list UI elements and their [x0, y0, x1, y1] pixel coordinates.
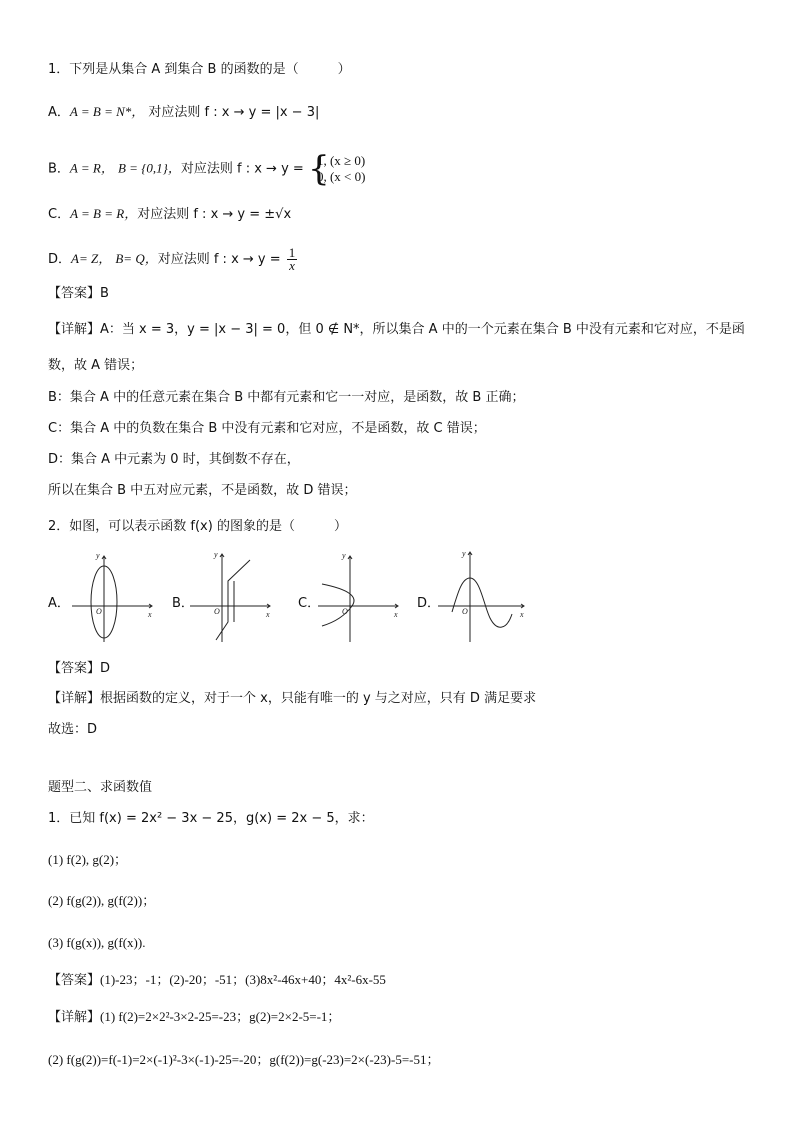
detail-text: A：当 x = 3，y = |x − 3| = 0，但 0 ∉ N*，所以集合 A 中的一个元素在集合 B 中没有元素和它对应，不是函 — [100, 322, 745, 337]
option-d-label: D． — [48, 252, 72, 267]
graph-a — [70, 548, 160, 648]
q1-detail-line-2: 数，故 A 错误； — [48, 358, 144, 373]
graph-b-label: B． — [172, 596, 194, 611]
graph-b-y-label: y — [214, 550, 218, 559]
detail-text: (1) f(2)=2×2²-3×2-25=-23；g(2)=2×2-5=-1； — [100, 1009, 341, 1024]
detail-tag: 【详解】 — [48, 322, 101, 337]
option-a-label: A． — [48, 105, 70, 120]
section-2-part-1: (1) f(2), g(2)； — [48, 852, 128, 867]
case-row-1: 1, (x ≥ 0) — [316, 153, 366, 168]
answer-value: B — [100, 286, 109, 301]
option-b-set1: A = R， — [69, 160, 114, 176]
answer-value: D — [100, 661, 111, 676]
detail-tag: 【详解】 — [48, 691, 101, 706]
q2-detail — [48, 690, 536, 708]
option-d-set1: A= Z， — [71, 251, 112, 266]
graph-d — [436, 548, 531, 648]
q1-option-b — [48, 149, 366, 189]
detail-tag: 【详解】 — [48, 1010, 101, 1025]
graph-a-label: A． — [48, 596, 70, 611]
section-2-part-2: (2) f(g(2)), g(f(2))； — [48, 893, 156, 908]
graph-a-origin-label: O — [96, 607, 102, 616]
option-b-cases — [307, 149, 366, 189]
graph-b-curve — [216, 560, 250, 640]
fraction-numerator: 1 — [288, 245, 296, 260]
q1-detail-line-1 — [48, 321, 745, 339]
graph-d-x-label: x — [520, 610, 524, 619]
fraction-denominator: x — [289, 258, 295, 273]
q1-option-d — [48, 247, 299, 272]
section-2-q1-stem: 1．已知 f(x) = 2x² − 3x − 25，g(x) = 2x − 5，求： — [48, 811, 374, 826]
section-2-detail-line-2: (2) f(g(2))=f(-1)=2×(-1)²-3×(-1)-25=-20；g(f(2))=g(-23)=2×(-23)-5=-51； — [48, 1052, 440, 1067]
graph-b-x-label: x — [266, 610, 270, 619]
option-c-set: A = B = R， — [70, 206, 138, 221]
section-2-detail-line-1 — [48, 1008, 340, 1027]
graph-c-origin-label: O — [342, 607, 348, 616]
graph-b-origin-label: O — [214, 607, 220, 616]
q1-stem: 1．下列是从集合 A 到集合 B 的函数的是（ ） — [48, 62, 351, 77]
graph-d-y-label: y — [462, 549, 466, 558]
graph-c-y-label: y — [342, 551, 346, 560]
graph-d-label: D． — [417, 596, 441, 611]
answer-tag: 【答案】 — [48, 286, 101, 301]
q1-detail-line-4: C：集合 A 中的负数在集合 B 中没有元素和它对应，不是函数，故 C 错误； — [48, 421, 486, 436]
graph-a-x-label: x — [148, 610, 152, 619]
option-d-set2: B= Q， — [115, 251, 158, 266]
case-row-2: 0, (x < 0) — [316, 169, 366, 184]
q2-stem: 2．如图，可以表示函数 f(x) 的图象的是（ ） — [48, 519, 347, 534]
option-d-rule: 对应法则 f : x → y = — [157, 252, 281, 267]
option-a-rule: 对应法则 f : x → y = |x − 3| — [148, 105, 320, 120]
graph-d-curve — [452, 578, 512, 627]
detail-text: 根据函数的定义，对于一个 x，只能有唯一的 y 与之对应，只有 D 满足要求 — [100, 691, 537, 706]
answer-tag: 【答案】 — [48, 973, 101, 988]
graph-c — [316, 548, 406, 648]
section-2-answer — [48, 971, 386, 990]
q2-choose: 故选：D — [48, 722, 98, 737]
graph-c-label: C． — [298, 596, 321, 611]
q1-answer — [48, 285, 109, 303]
option-d-fraction — [287, 247, 298, 272]
q1-detail-line-5: D：集合 A 中元素为 0 时，其倒数不存在， — [48, 452, 300, 467]
option-a-set: A = B = N*， — [69, 104, 145, 119]
option-b-label: B． — [48, 161, 70, 177]
q1-detail-line-3: B：集合 A 中的任意元素在集合 B 中都有元素和它一一对应，是函数，故 B 正确； — [48, 390, 525, 405]
section-2-part-3: (3) f(g(x)), g(f(x)). — [48, 935, 146, 950]
option-b-set2: B = {0,1}， — [117, 160, 181, 176]
graph-c-curve — [322, 584, 354, 626]
graph-a-y-label: y — [96, 551, 100, 560]
answer-value: (1)-23；-1；(2)-20；-51；(3)8x²-46x+40；4x²-6x-55 — [100, 972, 386, 987]
answer-tag: 【答案】 — [48, 661, 101, 676]
q1-option-c — [48, 205, 291, 224]
option-c-rule: 对应法则 f : x → y = ±√x — [137, 207, 292, 222]
graph-b — [188, 548, 278, 648]
brace-glyph: { — [307, 149, 330, 189]
option-c-label: C． — [48, 207, 71, 222]
graph-d-origin-label: O — [462, 607, 468, 616]
q1-detail-line-6: 所以在集合 B 中五对应元素，不是函数，故 D 错误； — [48, 483, 357, 498]
q1-option-a — [48, 103, 319, 122]
option-b-rule: 对应法则 f : x → y = — [180, 161, 304, 177]
graph-c-x-label: x — [394, 610, 398, 619]
section-2-title: 题型二、求函数值 — [48, 780, 153, 795]
q2-answer — [48, 660, 110, 678]
